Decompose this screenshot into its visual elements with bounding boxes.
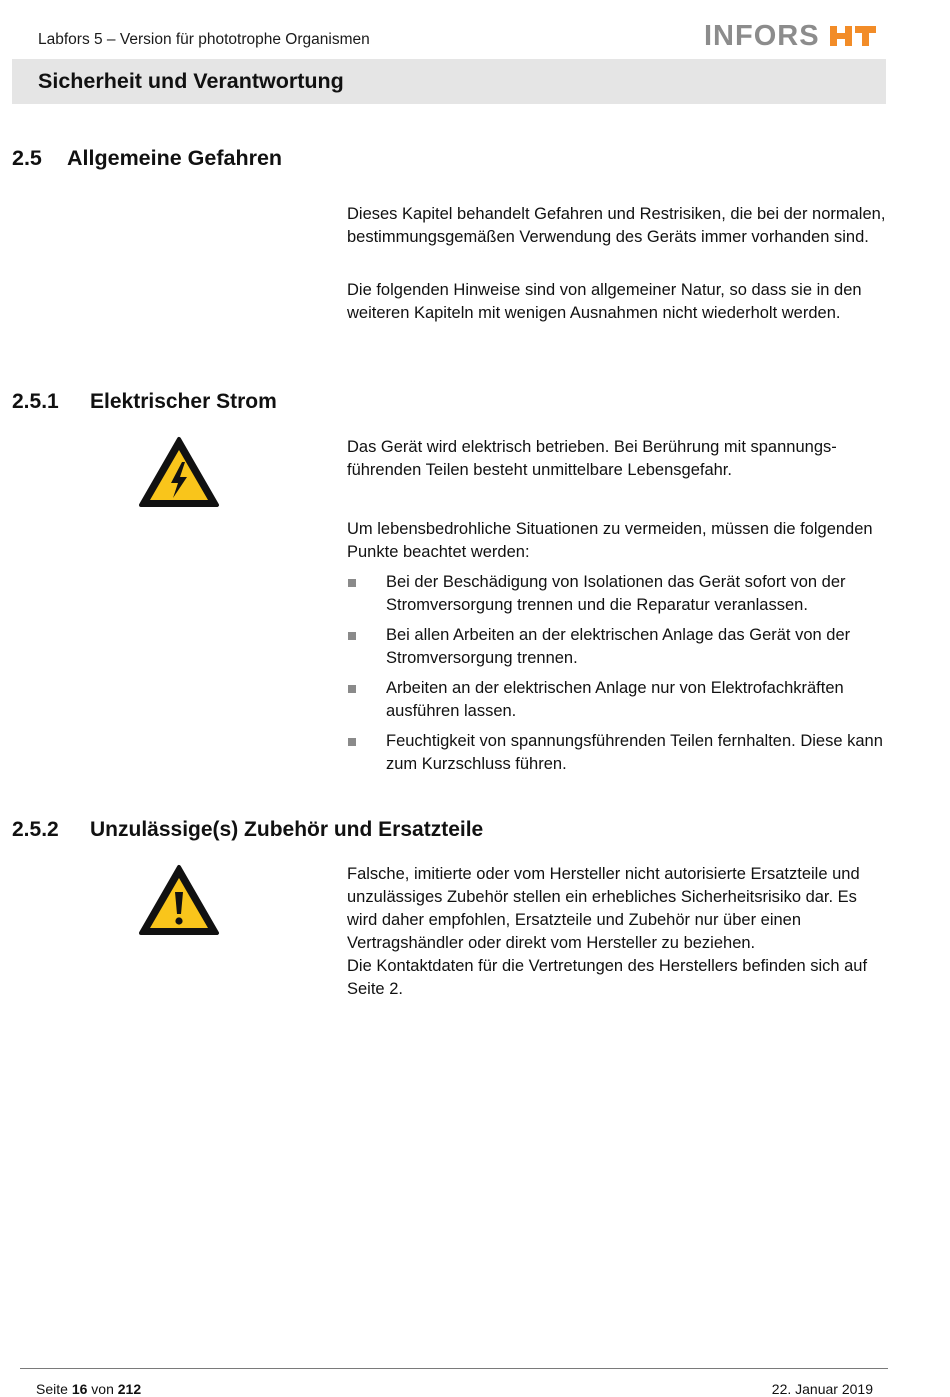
paragraph: Die Kontaktdaten für die Vertretungen des Herstellers befinden sich auf Seite 2. xyxy=(347,957,868,998)
logo-text: INFORS xyxy=(704,19,820,52)
list-item-text: Bei der Beschädigung von Isolationen das Gerät sofort von der Stromversorgung trennen und die Reparatur veranlassen. xyxy=(386,573,846,614)
paragraph: Falsche, imitierte oder vom Hersteller nicht autorisierte Ersatzteile und unzulässiges Zubehör stellen ein erhebliches Sicherheitsrisiko dar. Es wird daher empfohlen, Ersatzteile und Zubehör nur über einen Vertragshändler oder direkt vom Hersteller zu beziehen. xyxy=(347,865,860,952)
footer-divider xyxy=(20,1368,888,1369)
high-voltage-warning-icon xyxy=(138,436,220,508)
list-item xyxy=(347,624,887,670)
section-heading-2-5 xyxy=(12,146,282,171)
square-bullet-icon xyxy=(348,579,356,587)
square-bullet-icon xyxy=(348,685,356,693)
paragraph: Die folgenden Hinweise sind von allgemeiner Natur, so dass sie in den weiteren Kapiteln mit wenigen Ausnahmen nicht wiederholt werden. xyxy=(347,281,862,322)
section-heading-2-5-1 xyxy=(12,390,277,414)
infors-ht-logo xyxy=(704,20,878,52)
section-title: Unzulässige(s) Zubehör und Ersatzteile xyxy=(90,818,484,841)
paragraph: Dieses Kapitel behandelt Gefahren und Restrisiken, die bei der normalen, bestimmungsgemäßen Verwendung des Geräts immer vorhanden sind. xyxy=(347,205,886,246)
chapter-title: Sicherheit und Verantwortung xyxy=(38,69,344,93)
safety-bullet-list xyxy=(347,571,887,783)
warning-text: Das Gerät wird elektrisch betrieben. Bei Berührung mit spannungsführenden Teilen besteht unmittelbare Lebensgefahr. xyxy=(347,438,837,479)
list-item-text: Bei allen Arbeiten an der elektrischen Anlage das Gerät von der Stromversorgung trennen. xyxy=(386,626,851,667)
list-item xyxy=(347,677,887,723)
document-date: 22. Januar 2019 xyxy=(771,1381,873,1397)
list-item xyxy=(347,730,887,776)
page-label: Seite xyxy=(36,1381,68,1397)
square-bullet-icon xyxy=(348,632,356,640)
section-heading-2-5-2 xyxy=(12,818,483,842)
section-number: 2.5.1 xyxy=(12,390,59,413)
list-item-text: Arbeiten an der elektrischen Anlage nur von Elektrofachkräften ausführen lassen. xyxy=(386,679,844,720)
square-bullet-icon xyxy=(348,738,356,746)
section-title: Elektrischer Strom xyxy=(90,390,277,413)
section-number: 2.5.2 xyxy=(12,818,59,841)
section-number: 2.5 xyxy=(12,146,42,170)
total-pages: 212 xyxy=(117,1381,142,1397)
page-number xyxy=(36,1381,141,1397)
document-title: Labfors 5 – Version für phototrophe Organismen xyxy=(38,31,370,48)
current-page: 16 xyxy=(71,1381,88,1397)
list-item-text: Feuchtigkeit von spannungsführenden Teilen fernhalten. Diese kann zum Kurzschluss führen. xyxy=(386,732,883,773)
bullet-intro: Um lebensbedrohliche Situationen zu vermeiden, müssen die folgenden Punkte beachtet werden: xyxy=(347,520,873,561)
list-item xyxy=(347,571,887,617)
ht-logo-mark-icon xyxy=(828,24,878,48)
chapter-header-bar xyxy=(12,59,886,104)
of-label: von xyxy=(91,1381,114,1397)
general-warning-icon xyxy=(138,864,220,936)
section-title: Allgemeine Gefahren xyxy=(67,146,283,170)
